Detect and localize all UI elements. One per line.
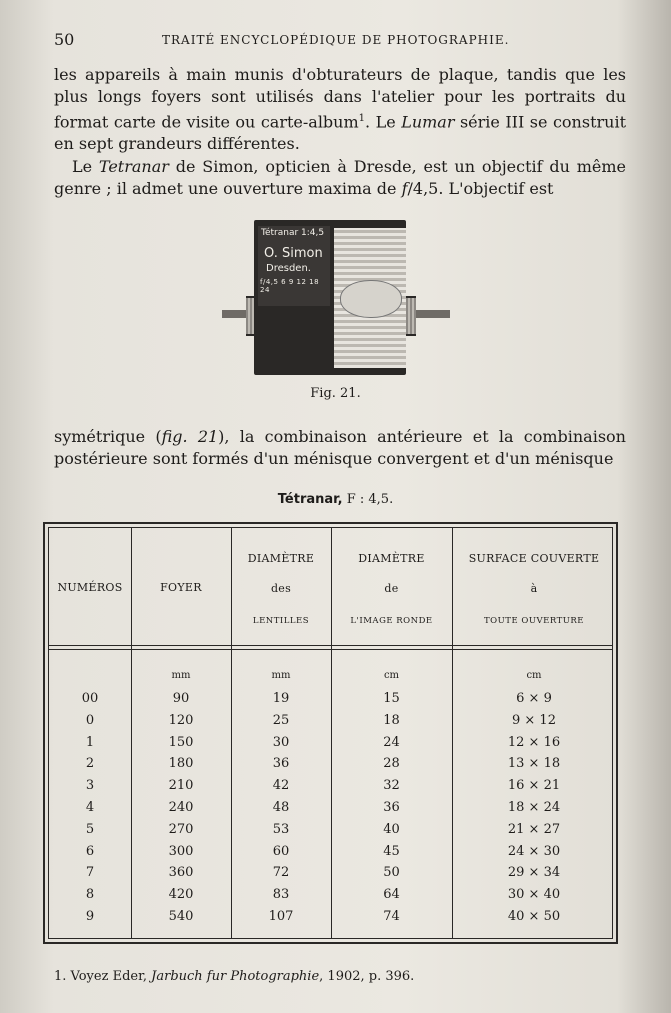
footnote-ref: 1: [358, 113, 366, 124]
table-cell: 9 × 12: [512, 712, 556, 728]
unit-surface: cm: [526, 670, 542, 681]
table-cell: 00: [81, 691, 99, 706]
table-cell: 25: [272, 712, 290, 728]
table-cell: 40 × 50: [507, 909, 561, 924]
table-cell: 9: [85, 909, 95, 924]
table-cell: 48: [272, 800, 290, 815]
text-run: série III se construit en sept grandeurs différentes.: [54, 112, 627, 154]
table-cell: 30: [272, 734, 290, 750]
paragraph-3: [54, 426, 626, 470]
italic-term: fig. 21: [161, 427, 219, 446]
table-cell: 40: [383, 821, 400, 837]
header-foyer: FOYER: [160, 581, 202, 594]
paragraph-2: [54, 156, 626, 200]
table-cell: 32: [383, 778, 400, 794]
unit-image: cm: [383, 670, 400, 681]
text-run: symétrique (: [54, 427, 162, 446]
header-surface-couverte: SURFACE COUVERTE: [468, 552, 600, 565]
text-run: Le: [72, 157, 99, 176]
table-cell: 21 × 27: [507, 821, 561, 837]
table-cell: 4: [85, 800, 95, 815]
text-run: /4,5. L'objectif est: [407, 179, 554, 198]
table-cell: 1: [85, 734, 95, 750]
italic-term: Lumar: [401, 112, 455, 132]
table-cell: 72: [272, 865, 290, 881]
table-cell: 13 × 18: [507, 756, 561, 772]
table-cell: 7: [85, 865, 95, 881]
text-run: 1. Voyez Eder,: [54, 969, 152, 984]
table-cell: 240: [168, 800, 194, 815]
header-divider: [49, 649, 612, 650]
table-cell: 42: [272, 778, 290, 794]
header-divider: [49, 645, 612, 646]
engraving-line: O. Simon: [264, 246, 323, 261]
table-cell: 6: [85, 843, 95, 859]
header-diametre-image-de: de: [384, 582, 399, 595]
figure-caption: Fig. 21.: [310, 386, 361, 401]
table-cell: 12 × 16: [507, 734, 561, 750]
table-cell: 50: [383, 865, 400, 881]
table-cell: 5: [85, 821, 95, 837]
header-diametre-image-sub: L'IMAGE RONDE: [350, 616, 433, 626]
table-cell: 64: [383, 887, 400, 903]
table-cell: 300: [168, 843, 194, 859]
table-cell: 24 × 30: [507, 843, 561, 859]
table-cell: 360: [168, 865, 194, 881]
footnote: [54, 966, 654, 988]
table-cell: 16 × 21: [507, 778, 561, 794]
engraving-line: Dresden.: [266, 263, 311, 274]
italic-term: f: [401, 179, 408, 198]
table-cell: 53: [272, 821, 290, 837]
engraving-line: Tétranar 1:4,5: [261, 228, 325, 238]
table-cell: 8: [85, 887, 95, 903]
table-cell: 150: [168, 734, 194, 750]
table-cell: 2: [85, 756, 95, 772]
table-cell: 107: [268, 909, 294, 924]
lens-cutaway: [334, 228, 406, 368]
table-cell: 3: [85, 778, 95, 794]
italic-term: Jarbuch fur Photographie: [151, 969, 320, 984]
header-diametre-lentilles-des: des: [270, 582, 292, 595]
unit-foyer: mm: [171, 670, 191, 681]
text-run: les appareils à main munis d'obturateurs de plaque, tandis que les plus longs foyers sont utilisés dans l'atelier pour les portraits du format carte de visite ou carte-album: [54, 65, 626, 132]
unit-lentilles: mm: [271, 670, 291, 681]
table-cell: 270: [168, 821, 194, 837]
table-title-bold: Tétranar,: [277, 492, 343, 507]
table-cell: 30 × 40: [507, 887, 561, 903]
table-cell: 540: [168, 909, 194, 924]
text-run: , 1902, p. 396.: [319, 969, 415, 984]
running-head: [54, 30, 634, 52]
running-title: TRAITÉ ENCYCLOPÉDIQUE DE PHOTOGRAPHIE.: [162, 33, 510, 47]
header-surface-a: à: [530, 582, 538, 595]
lens-engraving: [258, 226, 330, 306]
paragraph-1: [54, 64, 626, 155]
header-diametre-lentilles-sub: LENTILLES: [252, 616, 310, 626]
table-cell: 74: [383, 909, 400, 924]
table-inner: [48, 527, 613, 939]
header-surface-sub: TOUTE OUVERTURE: [483, 616, 585, 626]
lens-figure: [222, 220, 450, 378]
table-cell: 0: [85, 712, 95, 728]
table-cell: 28: [383, 756, 400, 772]
table-cell: 210: [168, 778, 194, 794]
table-cell: 90: [172, 691, 190, 706]
table-cell: 29 × 34: [507, 865, 561, 881]
header-numeros: NUMÉROS: [57, 581, 123, 594]
text-run: de Simon, opticien à Dresde, est un objectif du même genre ; il admet une ouverture maxima de: [54, 157, 626, 198]
table-cell: 120: [168, 712, 194, 728]
table-cell: 36: [272, 756, 290, 772]
lens-glass: [340, 280, 402, 318]
text-run: . Le: [365, 112, 402, 132]
engraving-line: f/4,5 6 9 12 18 24: [260, 278, 320, 294]
table-title-rest: F : 4,5.: [342, 492, 394, 507]
table-cell: 83: [272, 887, 290, 903]
table-cell: 36: [383, 800, 400, 815]
table-title: [0, 492, 671, 507]
header-diametre-lentilles: DIAMÈTRE: [247, 552, 315, 565]
italic-term: Tetranar: [98, 157, 169, 176]
table-cell: 18: [383, 712, 400, 728]
table-cell: 15: [383, 691, 400, 706]
table-cell: 180: [168, 756, 194, 772]
table-cell: 24: [383, 734, 400, 750]
header-diametre-image: DIAMÈTRE: [358, 552, 425, 565]
table-cell: 6 × 9: [516, 691, 552, 706]
table-cell: 19: [272, 691, 290, 706]
table-cell: 18 × 24: [507, 800, 561, 815]
table-cell: 45: [383, 843, 400, 859]
lens-table: [43, 522, 618, 944]
text-run: ), la combinaison antérieure et la combinaison postérieure sont formés d'un ménisque convergent et d'un ménisque: [54, 427, 626, 468]
page-number: 50: [54, 30, 75, 49]
table-cell: 60: [272, 843, 290, 859]
table-cell: 420: [168, 887, 194, 903]
